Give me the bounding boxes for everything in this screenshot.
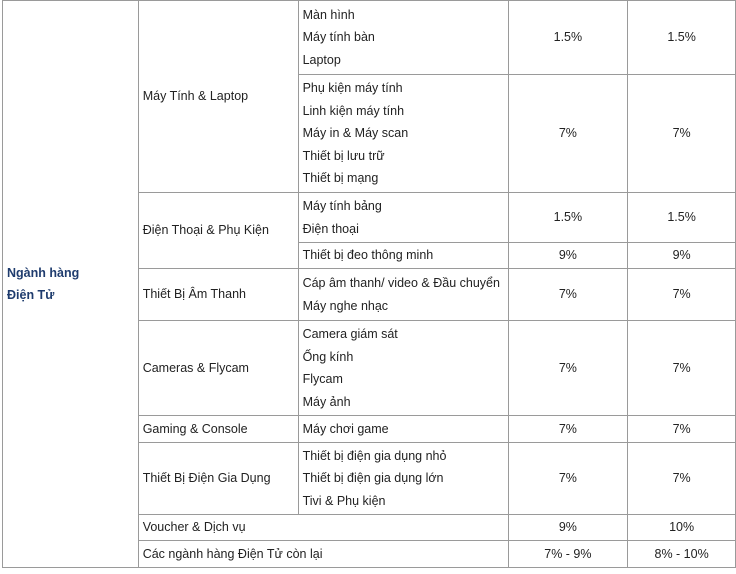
industry-label-line: Ngành hàng xyxy=(7,266,80,280)
subcategory-item: Điện thoại xyxy=(302,221,359,236)
subcategory-item: Máy ảnh xyxy=(302,394,351,409)
subcategory-item: Flycam xyxy=(302,372,343,386)
category-cell: Voucher & Dịch vụ xyxy=(138,515,508,541)
subcategory-cell: Máy chơi game xyxy=(298,416,508,443)
subcategory-cell xyxy=(298,1,508,75)
subcategory-item: Camera giám sát xyxy=(302,327,398,341)
rate-cell: 7% xyxy=(628,269,736,321)
category-cell: Điện Thoại & Phụ Kiện xyxy=(138,193,298,269)
subcategory-cell xyxy=(298,321,508,416)
fee-table xyxy=(2,0,736,568)
subcategory-item: Phụ kiện máy tính xyxy=(302,81,403,96)
rate-cell: 7% - 9% xyxy=(508,541,628,568)
subcategory-item: Cáp âm thanh/ video & Đầu chuyển xyxy=(302,276,500,290)
rate-cell: 1.5% xyxy=(628,1,736,75)
category-cell: Thiết Bị Điện Gia Dụng xyxy=(138,443,298,515)
rate-cell: 8% - 10% xyxy=(628,541,736,568)
rate-cell: 7% xyxy=(508,75,628,193)
rate-cell: 1.5% xyxy=(508,1,628,75)
subcategory-item: Máy nghe nhạc xyxy=(302,298,389,313)
subcategory-cell xyxy=(298,193,508,243)
subcategory-item: Linh kiện máy tính xyxy=(302,103,405,118)
subcategory-item: Máy tính bảng xyxy=(302,199,382,213)
rate-cell: 7% xyxy=(628,416,736,443)
subcategory-item: Thiết bị lưu trữ xyxy=(302,148,385,163)
rate-cell: 9% xyxy=(508,515,628,541)
subcategory-item: Thiết bị mạng xyxy=(302,171,379,186)
subcategory-item: Máy tính bàn xyxy=(302,30,375,45)
subcategory-cell xyxy=(298,443,508,515)
rate-cell: 7% xyxy=(628,321,736,416)
category-cell: Gaming & Console xyxy=(138,416,298,443)
industry-label-line: Điện Tử xyxy=(7,288,55,302)
rate-cell: 7% xyxy=(508,269,628,321)
rate-cell: 7% xyxy=(508,416,628,443)
rate-cell: 7% xyxy=(628,443,736,515)
subcategory-item: Thiết bị điện gia dụng lớn xyxy=(302,471,444,486)
subcategory-item: Máy in & Máy scan xyxy=(302,126,409,141)
rate-cell: 7% xyxy=(508,321,628,416)
rate-cell: 7% xyxy=(508,443,628,515)
table-row xyxy=(3,1,736,75)
subcategory-cell: Thiết bị đeo thông minh xyxy=(298,243,508,269)
category-cell: Máy Tính & Laptop xyxy=(138,1,298,193)
rate-cell: 1.5% xyxy=(508,193,628,243)
category-cell: Các ngành hàng Điện Tử còn lại xyxy=(138,541,508,568)
subcategory-item: Màn hình xyxy=(302,7,355,22)
subcategory-item: Ống kính xyxy=(302,349,354,364)
subcategory-item: Laptop xyxy=(302,52,341,67)
rate-cell: 9% xyxy=(628,243,736,269)
industry-cell xyxy=(3,1,139,568)
rate-cell: 9% xyxy=(508,243,628,269)
rate-cell: 1.5% xyxy=(628,193,736,243)
subcategory-item: Tivi & Phụ kiện xyxy=(302,493,386,508)
category-cell: Cameras & Flycam xyxy=(138,321,298,416)
rate-cell: 7% xyxy=(628,75,736,193)
subcategory-item: Thiết bị điện gia dụng nhỏ xyxy=(302,448,447,463)
category-cell: Thiết Bị Âm Thanh xyxy=(138,269,298,321)
subcategory-cell xyxy=(298,269,508,321)
subcategory-cell xyxy=(298,75,508,193)
rate-cell: 10% xyxy=(628,515,736,541)
